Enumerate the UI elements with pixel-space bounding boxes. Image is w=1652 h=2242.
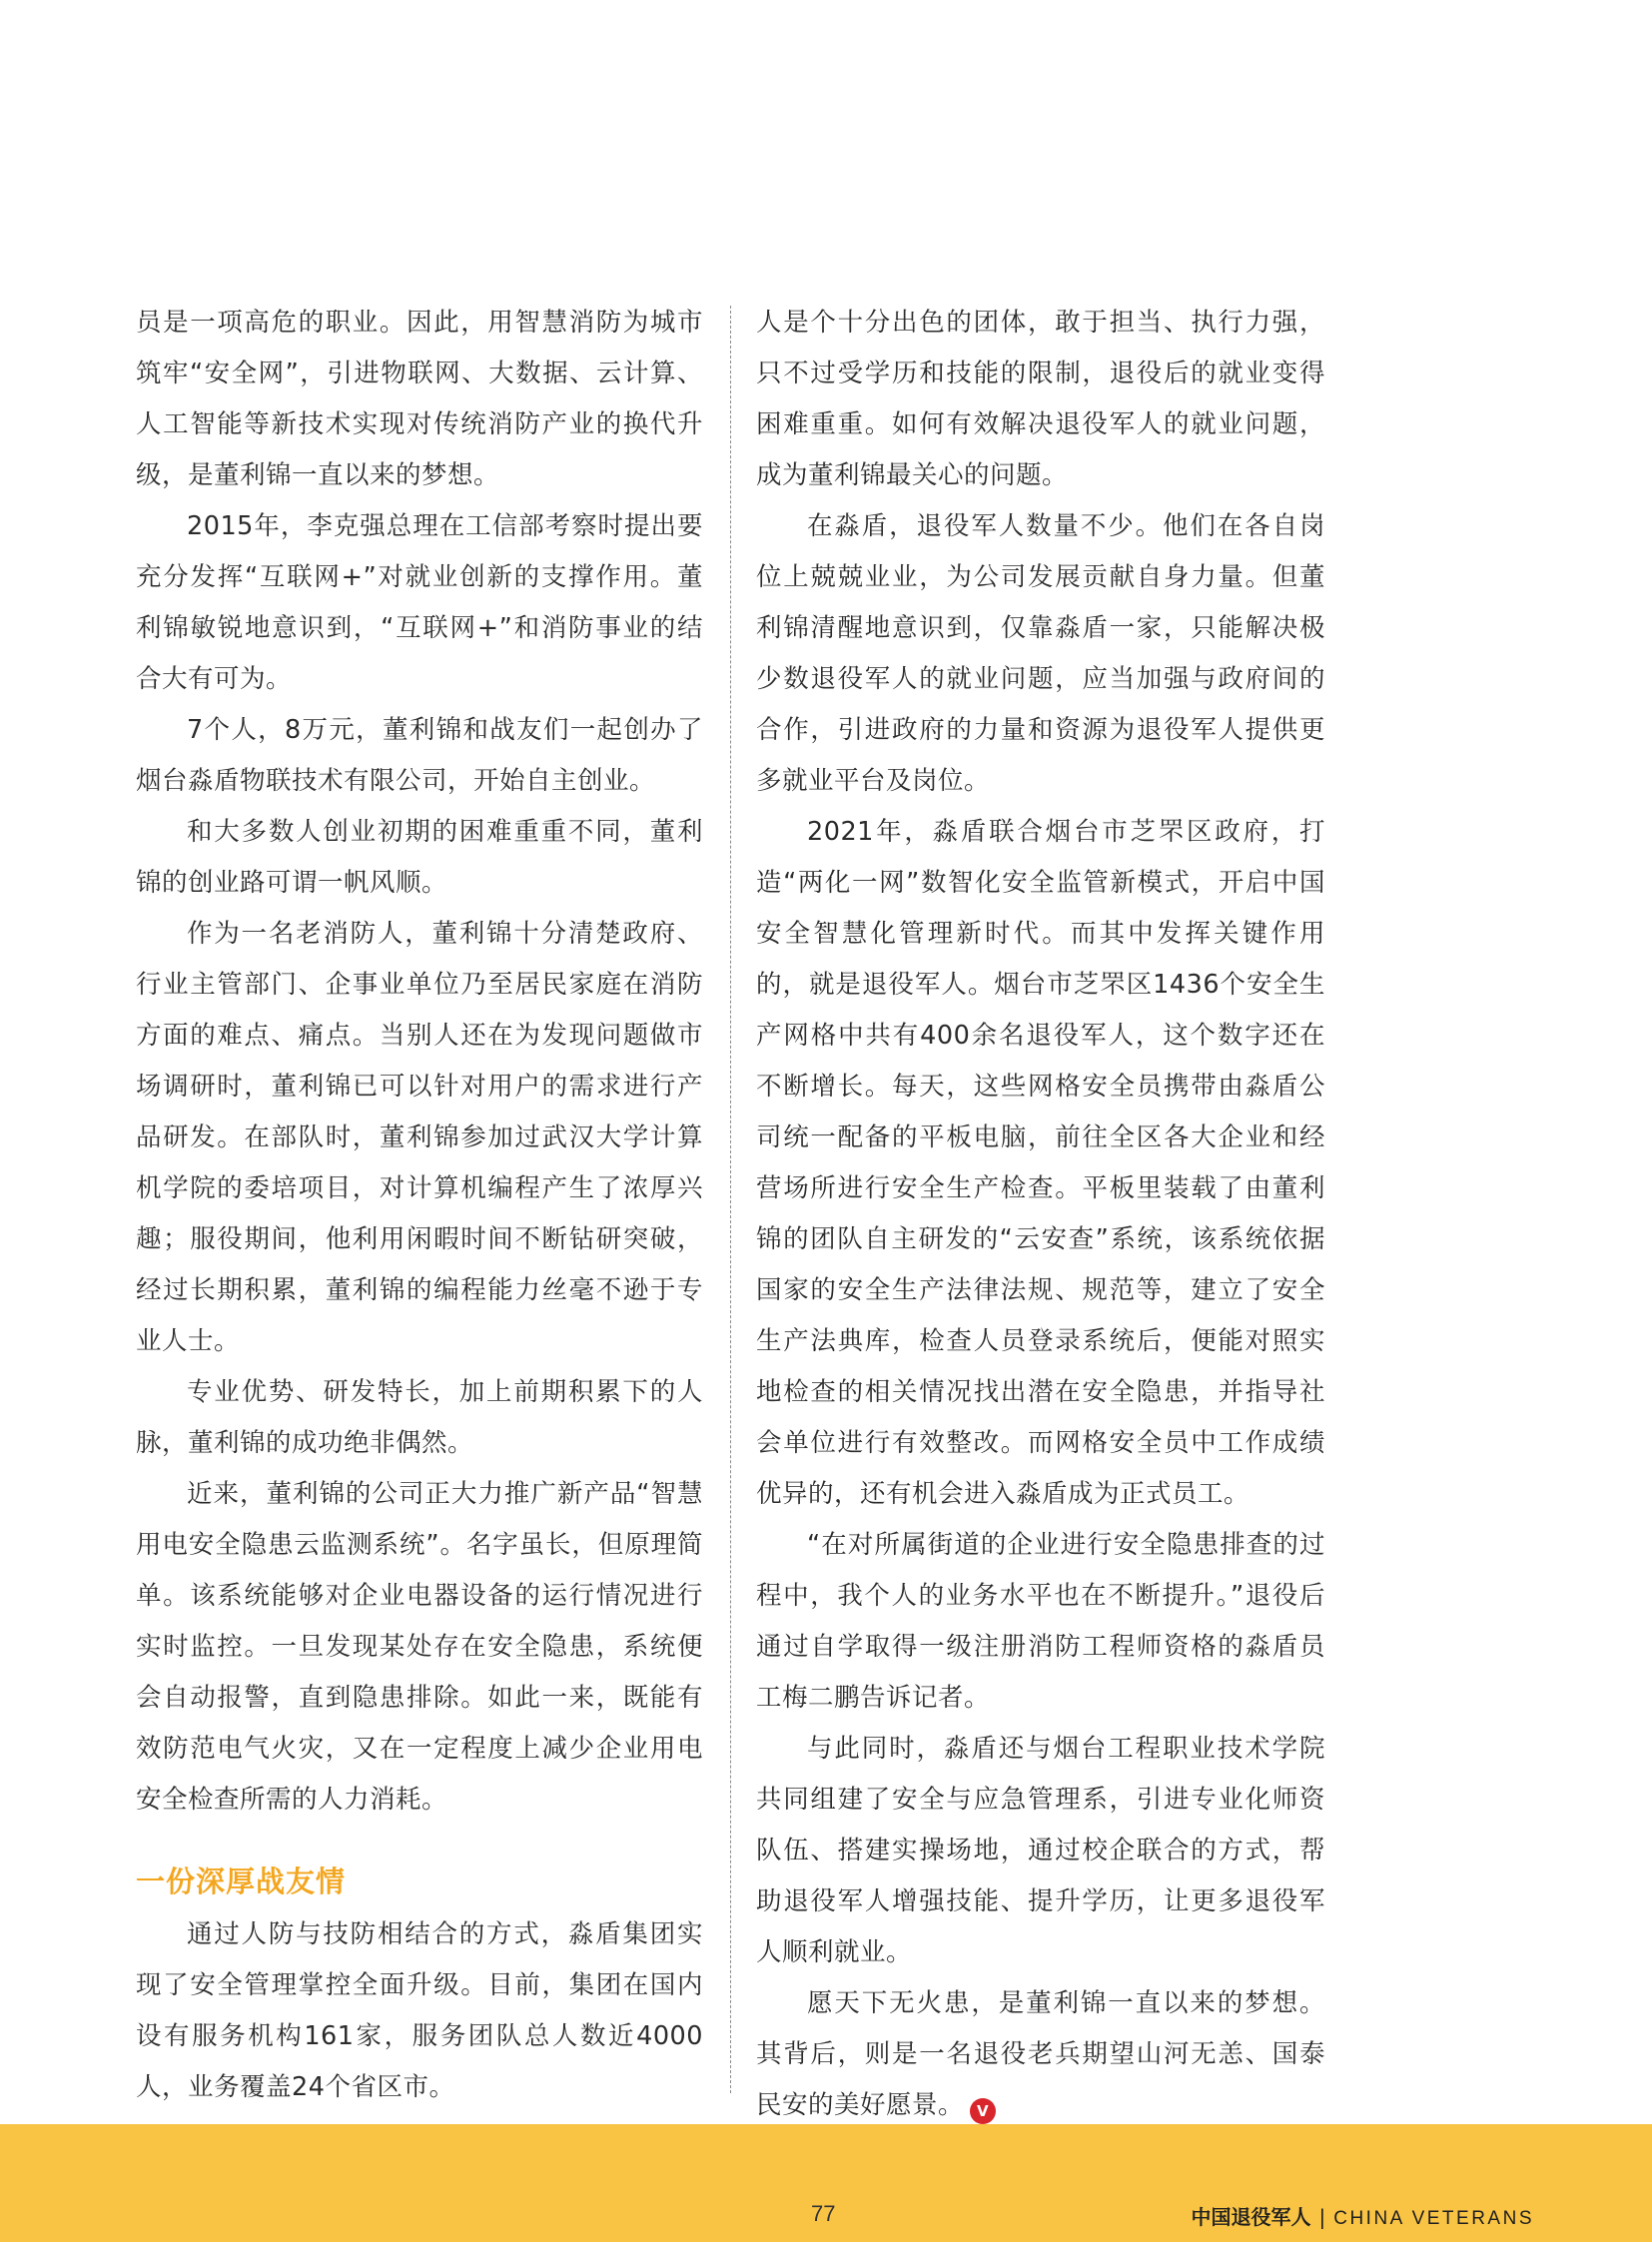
column-divider	[730, 306, 731, 2093]
end-mark-icon: V	[970, 2098, 996, 2124]
magazine-name-cn: 中国退役军人	[1191, 2205, 1311, 2229]
magazine-separator: |	[1318, 2205, 1326, 2229]
paragraph: “在对所属街道的企业进行安全隐患排查的过程中，我个人的业务水平也在不断提升。”退役后通过自学取得一级注册消防工程师资格的淼盾员工梅二鹏告诉记者。	[756, 1530, 1325, 1713]
paragraph: 和大多数人创业初期的困难重重不同，董利锦的创业路可谓一帆风顺。	[136, 817, 703, 898]
paragraph: 近来，董利锦的公司正大力推广新产品“智慧用电安全隐患云监测系统”。名字虽长，但原理简单。该系统能够对企业电器设备的运行情况进行实时监控。一旦发现某处存在安全隐患，系统便会自动报警，直到隐患排除。如此一来，既能有效防范电气火灾，又在一定程度上减少企业用电安全检查所需的人力消耗。	[136, 1479, 703, 1815]
paragraph-text: 愿天下无火患，是董利锦一直以来的梦想。其背后，则是一名退役老兵期望山河无恙、国泰民安的美好愿景。	[756, 1988, 1325, 2120]
paragraph: 专业优势、研发特长，加上前期积累下的人脉，董利锦的成功绝非偶然。	[136, 1377, 703, 1458]
right-column	[756, 298, 1325, 2131]
paragraph	[756, 1978, 1325, 2131]
page-number: 77	[811, 2201, 836, 2226]
paragraph: 2015年，李克强总理在工信部考察时提出要充分发挥“互联网+”对就业创新的支撑作用。董利锦敏锐地意识到，“互联网+”和消防事业的结合大有可为。	[136, 511, 703, 694]
paragraph: 作为一名老消防人，董利锦十分清楚政府、行业主管部门、企事业单位乃至居民家庭在消防方面的难点、痛点。当别人还在为发现问题做市场调研时，董利锦已可以针对用户的需求进行产品研发。在部队时，董利锦参加过武汉大学计算机学院的委培项目，对计算机编程产生了浓厚兴趣；服役期间，他利用闲暇时间不断钻研突破，经过长期积累，董利锦的编程能力丝毫不逊于专业人士。	[136, 919, 703, 1356]
section-heading: 一份深厚战友情	[136, 1865, 347, 1898]
paragraph: 与此同时，淼盾还与烟台工程职业技术学院共同组建了安全与应急管理系，引进专业化师资队伍、搭建实操场地，通过校企联合的方式，帮助退役军人增强技能、提升学历，让更多退役军人顺利就业。	[756, 1734, 1325, 1967]
magazine-name-en: CHINA VETERANS	[1333, 2208, 1534, 2229]
paragraph: 在淼盾，退役军人数量不少。他们在各自岗位上兢兢业业，为公司发展贡献自身力量。但董利锦清醒地意识到，仅靠淼盾一家，只能解决极少数退役军人的就业问题，应当加强与政府间的合作，引进政府的力量和资源为退役军人提供更多就业平台及岗位。	[756, 511, 1325, 796]
paragraph: 7个人，8万元，董利锦和战友们一起创办了烟台淼盾物联技术有限公司，开始自主创业。	[136, 715, 703, 796]
paragraph: 员是一项高危的职业。因此，用智慧消防为城市筑牢“安全网”，引进物联网、大数据、云计算、人工智能等新技术实现对传统消防产业的换代升级，是董利锦一直以来的梦想。	[136, 308, 703, 490]
paragraph: 人是个十分出色的团体，敢于担当、执行力强，只不过受学历和技能的限制，退役后的就业变得困难重重。如何有效解决退役军人的就业问题，成为董利锦最关心的问题。	[756, 308, 1325, 490]
paragraph: 2021年，淼盾联合烟台市芝罘区政府，打造“两化一网”数智化安全监管新模式，开启中国安全智慧化管理新时代。而其中发挥关键作用的，就是退役军人。烟台市芝罘区1436个安全生产网格中共有400余名退役军人，这个数字还在不断增长。每天，这些网格安全员携带由淼盾公司统一配备的平板电脑，前往全区各大企业和经营场所进行安全生产检查。平板里装载了由董利锦的团队自主研发的“云安查”系统，该系统依据国家的安全生产法律法规、规范等，建立了安全生产法典库，检查人员登录系统后，便能对照实地检查的相关情况找出潜在安全隐患，并指导社会单位进行有效整改。而网格安全员中工作成绩优异的，还有机会进入淼盾成为正式员工。	[756, 817, 1325, 1509]
paragraph: 通过人防与技防相结合的方式，淼盾集团实现了安全管理掌控全面升级。目前，集团在国内设有服务机构161家，服务团队总人数近4000人，业务覆盖24个省区市。	[136, 1919, 703, 2102]
magazine-name	[1191, 2201, 1534, 2230]
left-column	[136, 298, 703, 2164]
